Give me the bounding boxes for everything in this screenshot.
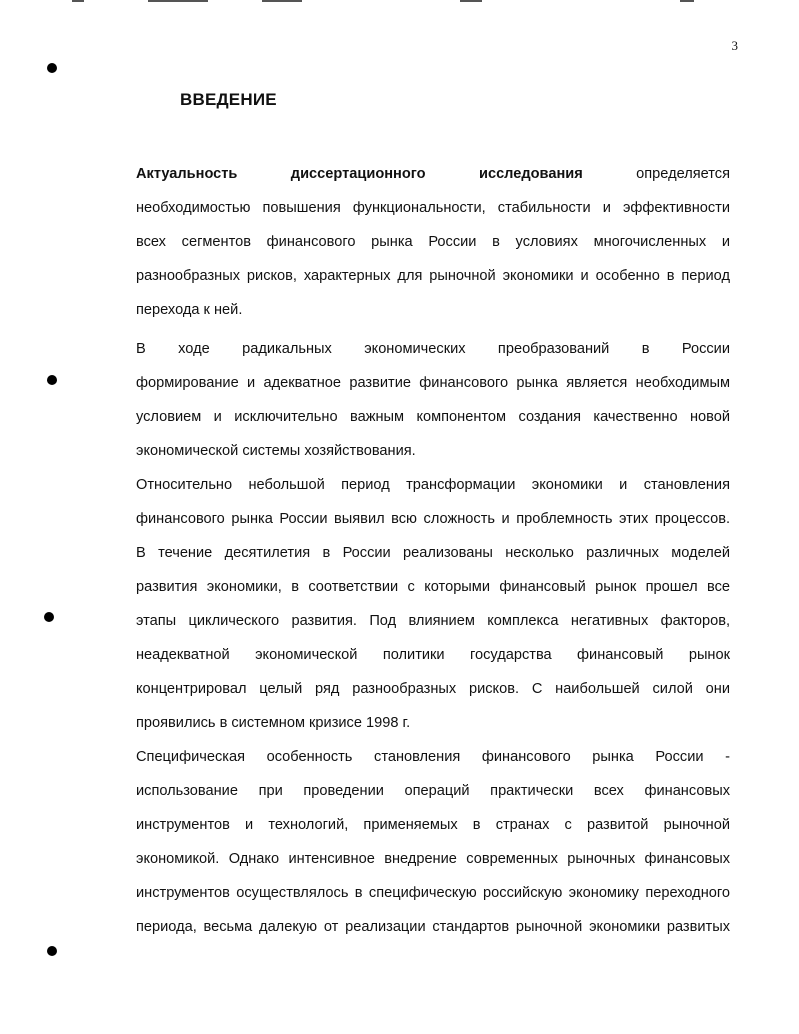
paragraph-line: необходимостью повышения функциональности, стабильности и эффективности [136,200,730,216]
paragraph-line: разнообразных рисков, характерных для рыночной экономики и особенно в период [136,268,730,284]
paragraph-line: условием и исключительно важным компонентом создания качественно новой [136,409,730,425]
paragraph-line: всех сегментов финансового рынка России в условиях многочисленных и [136,234,730,250]
lead-phrase: Актуальность диссертационного исследования [136,166,583,182]
paragraph-line: экономикой. Однако интенсивное внедрение современных рыночных финансовых [136,851,730,867]
paragraph-line: использование при проведении операций практически всех финансовых [136,783,730,799]
scan-artifact [262,0,302,2]
page-number: 3 [731,38,738,53]
paragraph-line: формирование и адекватное развитие финансового рынка является необходимым [136,375,730,391]
paragraph-2 [136,332,730,468]
paragraph-line: периода, весьма далекую от реализации стандартов рыночной экономики развитых [136,919,730,935]
scan-artifact [680,0,694,2]
section-heading: ВВЕДЕНИЕ [180,90,277,109]
paragraph-line: В течение десятилетия в России реализованы несколько различных моделей [136,545,730,561]
scan-artifact [72,0,84,2]
paragraph-line: экономической системы хозяйствования. [136,443,416,459]
paragraph-4 [136,740,730,944]
paragraph-line: Актуальность диссертационного исследования определяется [136,166,730,182]
punch-hole-dot [44,612,54,622]
paragraph-line: инструментов и технологий, применяемых в странах с развитой рыночной [136,817,730,833]
paragraph-line: Относительно небольшой период трансформации экономики и становления [136,477,730,493]
paragraph-line: этапы циклического развития. Под влиянием комплекса негативных факторов, [136,613,730,629]
paragraph-line: В ходе радикальных экономических преобразований в России [136,341,730,357]
paragraph-line: инструментов осуществлялось в специфическую российскую экономику переходного [136,885,730,901]
paragraph-line: Специфическая особенность становления финансового рынка России - [136,749,730,765]
punch-hole-dot [47,375,57,385]
punch-hole-dot [47,946,57,956]
paragraph-line: проявились в системном кризисе 1998 г. [136,715,411,731]
scan-artifact [460,0,482,2]
scan-artifact [148,0,208,2]
paragraph-line: развития экономики, в соответствии с которыми финансовый рынок прошел все [136,579,730,595]
punch-hole-dot [47,63,57,73]
paragraph-line: неадекватной экономической политики государства финансовый рынок [136,647,730,663]
paragraph-1 [136,157,730,327]
paragraph-line: финансового рынка России выявил всю сложность и проблемность этих процессов. [136,511,730,527]
paragraph-line: перехода к ней. [136,302,243,318]
paragraph-3 [136,468,730,740]
paragraph-line: концентрировал целый ряд разнообразных рисков. С наибольшей силой они [136,681,730,697]
